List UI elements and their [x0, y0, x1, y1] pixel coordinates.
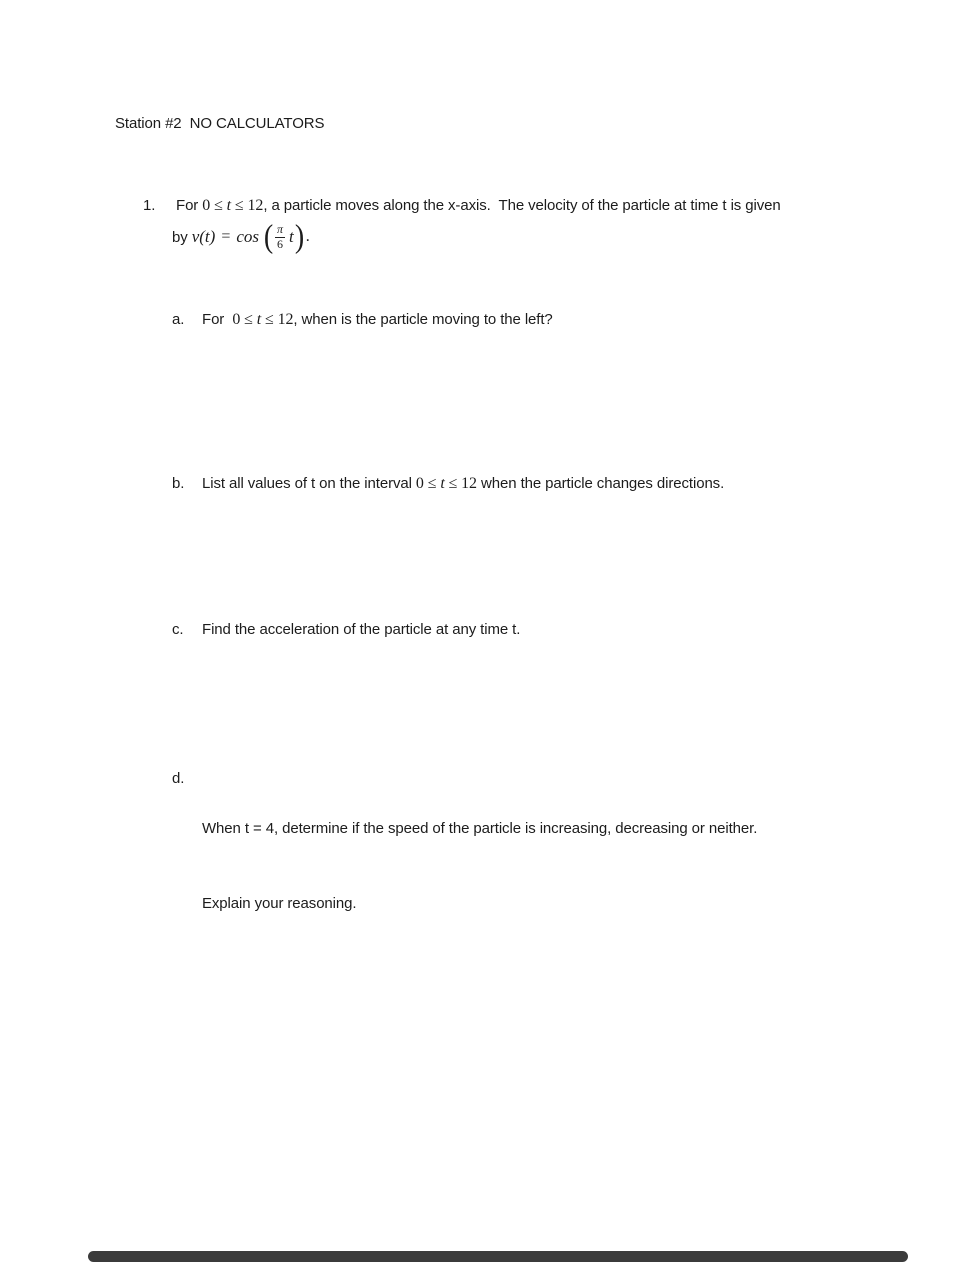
part-d-text [202, 766, 757, 966]
question-1-text-pre: For [176, 197, 203, 214]
right-paren: ) [294, 218, 304, 255]
fraction-denominator-6: 6 [277, 236, 284, 251]
formula-t: t [289, 227, 294, 246]
interval-math: 0 ≤ t ≤ 12 [202, 197, 264, 214]
question-1-line-1 [143, 196, 781, 215]
interval-math: 0 ≤ t ≤ 12 [232, 311, 294, 328]
part-a [172, 310, 553, 329]
part-b-label: b. [172, 475, 185, 492]
part-a-text: For 0 ≤ t ≤ 12, when is the particle moving to the left? [202, 311, 553, 328]
part-d-line-2: Explain your reasoning. [202, 895, 357, 912]
page-title: Station #2 NO CALCULATORS [115, 115, 325, 132]
part-d-label: d. [172, 770, 185, 787]
formula-cos: cos [236, 227, 260, 246]
part-d-line-1: When t = 4, determine if the speed of the particle is increasing, decreasing or neither. [202, 820, 758, 837]
part-c-label: c. [172, 621, 184, 638]
part-b [172, 474, 724, 493]
question-1-number: 1. [143, 197, 156, 214]
equals-sign: = [221, 228, 231, 245]
part-c-text: Find the acceleration of the particle at any time t. [202, 621, 521, 638]
formula-v-of-t: v(t) [191, 227, 216, 246]
pi-over-6-fraction [275, 223, 285, 250]
part-c [172, 620, 520, 639]
interval-math: 0 ≤ t ≤ 12 [415, 475, 477, 492]
left-paren: ( [263, 218, 274, 255]
question-1-text-post: , a particle moves along the x-axis. The velocity of the particle at time t is given [263, 197, 781, 214]
velocity-formula [172, 218, 310, 256]
formula-period: . [305, 228, 310, 245]
part-d [172, 766, 757, 966]
horizontal-scrollbar-thumb[interactable] [88, 1251, 908, 1262]
question-1-text [176, 196, 781, 215]
formula-prefix: by [172, 228, 192, 246]
part-b-text: List all values of t on the interval 0 ≤ t ≤ 12 when the particle changes directions. [202, 475, 725, 492]
fraction-numerator-pi: π [277, 222, 284, 237]
part-a-label: a. [172, 311, 185, 328]
